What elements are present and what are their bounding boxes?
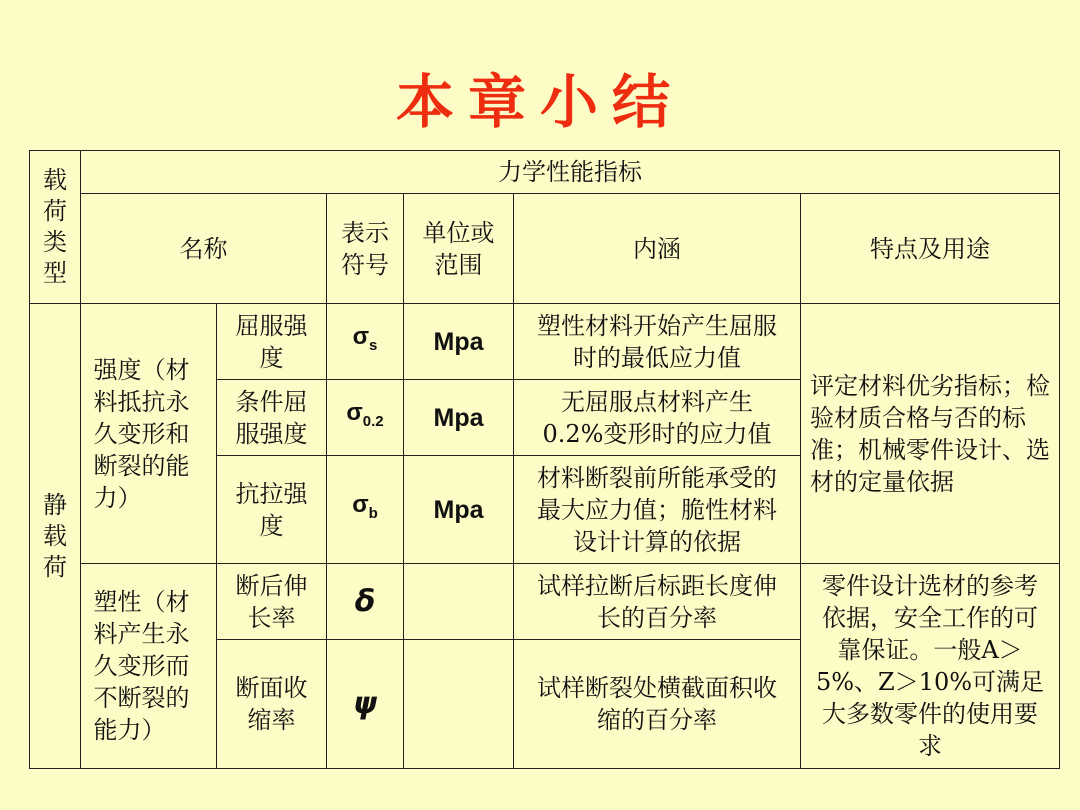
table-row: [30, 304, 1060, 380]
property-name: [217, 456, 327, 564]
strength-features-text: 评定材料优劣指标；检验材质合格与否的标准；机械零件设计、选材的定量依据: [810, 371, 1050, 496]
property-symbol: [327, 456, 404, 564]
property-symbol: [327, 380, 404, 456]
property-meaning-text: 试样拉断后标距长度伸长的百分率: [537, 571, 777, 632]
property-unit: Mpa: [404, 304, 514, 380]
property-name: [217, 380, 327, 456]
load-type-text: 静载荷: [43, 490, 67, 581]
header-unit-text: 单位或范围: [422, 218, 495, 279]
property-unit: Mpa: [404, 456, 514, 564]
plasticity-features-text: 零件设计选材的参考依据，安全工作的可靠保证。一般A＞5%、Z＞10%可满足大多数零件的使用要求: [815, 572, 1045, 760]
header-symbol-text: 表示符号: [341, 218, 389, 279]
plasticity-category-text: 塑性（材料产生永久变形而不断裂的能力）: [93, 588, 190, 744]
property-unit: [404, 564, 514, 640]
header-name: 名称: [81, 194, 327, 304]
symbol-base: σ: [352, 323, 370, 351]
property-name-text: 断面收缩率: [235, 674, 308, 734]
property-name: [217, 304, 327, 380]
table-row: [30, 564, 1060, 640]
strength-category-text: 强度（材料抵抗永久变形和断裂的能力）: [93, 355, 190, 512]
property-meaning: [514, 380, 801, 456]
property-meaning: [514, 564, 801, 640]
plasticity-features: [801, 564, 1060, 769]
header-row-2: [30, 194, 1060, 304]
header-row-1: [30, 151, 1060, 194]
property-meaning-text: 试样断裂处横截面积收缩的百分率: [537, 674, 777, 734]
symbol-base: σ: [346, 399, 363, 427]
property-unit: Mpa: [404, 380, 514, 456]
property-symbol: ψ: [327, 640, 404, 769]
page-title: 本章小结: [395, 68, 684, 136]
header-load-type: [30, 151, 81, 304]
header-unit: [404, 194, 514, 304]
header-features: 特点及用途: [801, 194, 1060, 304]
property-symbol: δ: [327, 564, 404, 640]
header-load-type-text: 载荷类型: [43, 166, 67, 287]
property-name-text: 屈服强度: [235, 311, 308, 372]
symbol-subscript: 0.2: [362, 412, 384, 430]
property-meaning-text: 无屈服点材料产生0.2%变形时的应力值: [542, 387, 772, 448]
symbol-base: σ: [352, 491, 369, 519]
load-type-cell: [30, 304, 81, 769]
header-group: 力学性能指标: [81, 151, 1060, 194]
symbol-subscript: b: [368, 504, 378, 522]
strength-category: [81, 304, 217, 564]
property-symbol: [327, 304, 404, 380]
property-name-text: 条件屈服强度: [235, 387, 308, 448]
header-symbol: [327, 194, 404, 304]
strength-features: [801, 304, 1060, 564]
symbol-subscript: s: [369, 336, 378, 354]
property-meaning: [514, 304, 801, 380]
property-name-text: 断后伸长率: [235, 571, 308, 632]
property-unit: [404, 640, 514, 769]
mechanical-properties-table: [29, 150, 1060, 769]
property-name-text: 抗拉强度: [235, 479, 308, 540]
property-meaning: [514, 640, 801, 769]
property-name: [217, 564, 327, 640]
plasticity-category: [81, 564, 217, 769]
header-meaning: 内涵: [514, 194, 801, 304]
property-meaning-text: 塑性材料开始产生屈服时的最低应力值: [537, 311, 777, 372]
property-meaning: [514, 456, 801, 564]
property-name: [217, 640, 327, 769]
property-meaning-text: 材料断裂前所能承受的最大应力值；脆性材料设计计算的依据: [537, 463, 777, 556]
